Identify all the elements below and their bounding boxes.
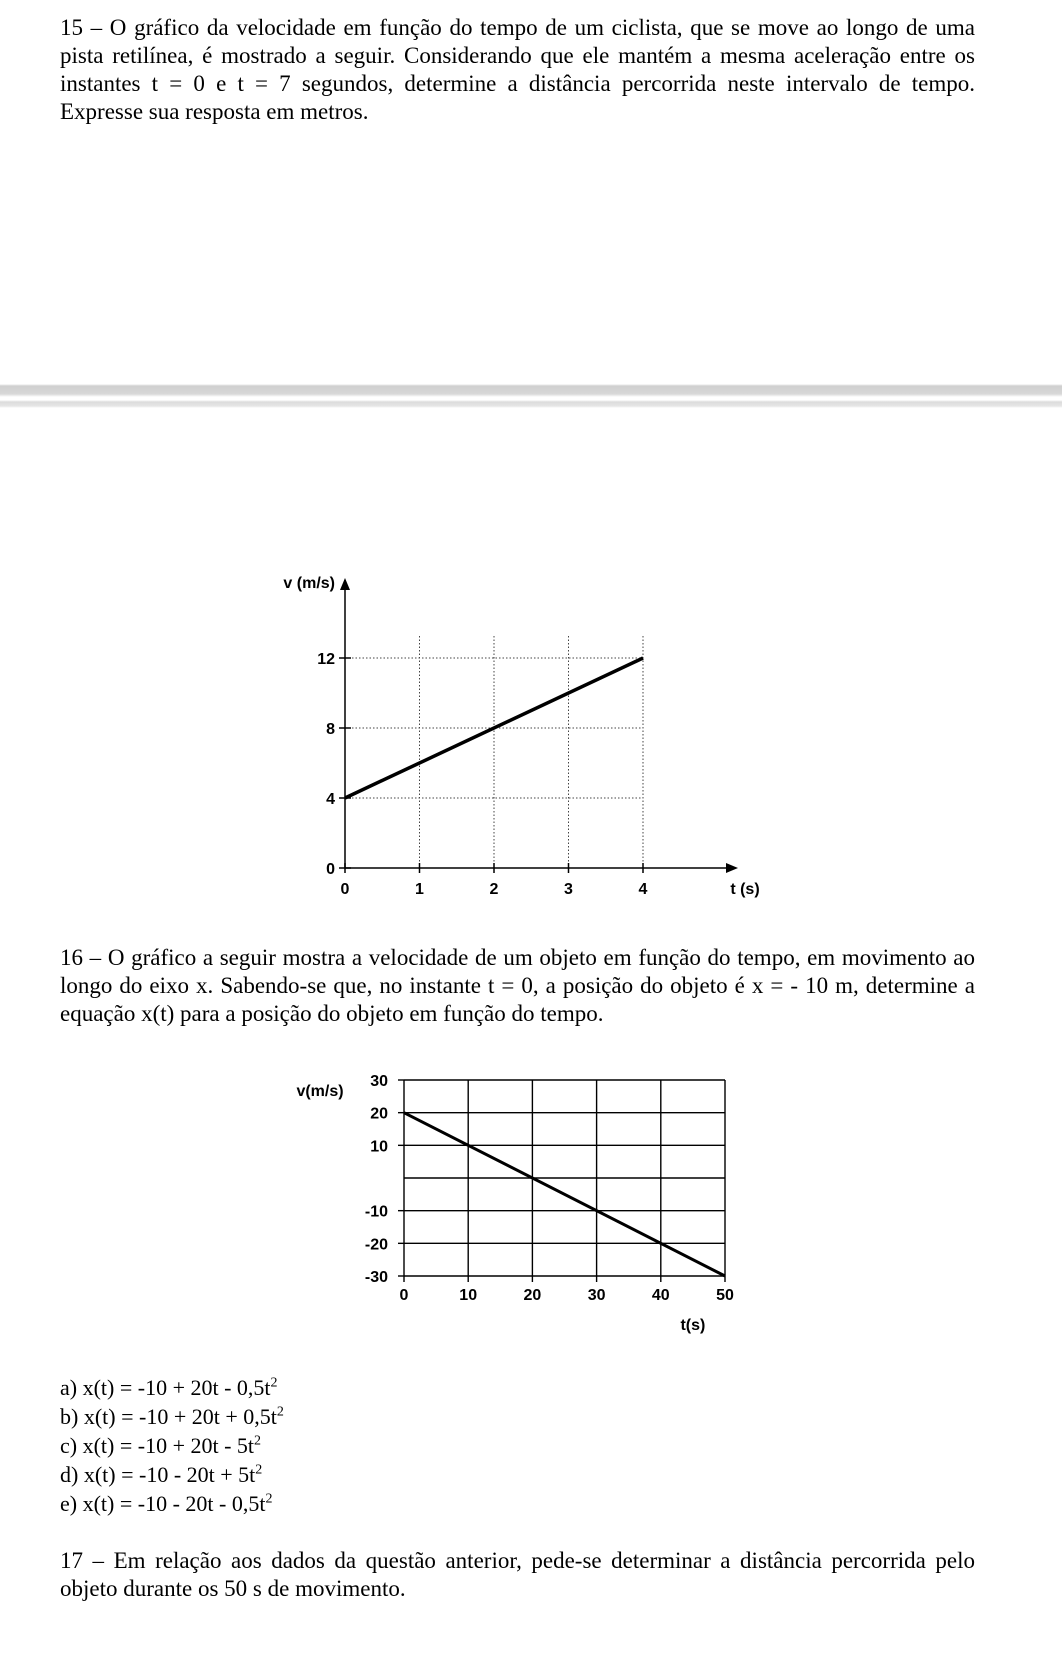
- x-tick-label: 10: [459, 1287, 478, 1304]
- x-tick-label: 0: [399, 1287, 409, 1304]
- y-tick-label: 30: [370, 1073, 388, 1090]
- y-axis-arrow: [340, 578, 350, 590]
- y-tick-label: 8: [326, 721, 335, 738]
- scan-divider: [0, 384, 1062, 408]
- velocity-chart-object: [0, 1060, 1062, 1360]
- y-tick-label: 20: [370, 1105, 388, 1123]
- question-17-text: 17 – Em relação aos dados da questão anterior, pede-se determinar a distância percorrida pelo objeto durante os 50 s de movimento.: [60, 1548, 975, 1601]
- option-e[interactable]: e) $x(t) = -10 - 20t - 0,5t^2$: [60, 1491, 273, 1516]
- x-tick-label: 0: [340, 881, 350, 898]
- option-a[interactable]: a) $x(t) = -10 + 20t - 0,5t^2$: [60, 1375, 278, 1400]
- x-tick-label: 20: [523, 1287, 542, 1304]
- velocity-chart-cyclist: [0, 560, 1062, 920]
- velocity-line: [404, 1113, 725, 1276]
- question-15-text: 15 – O gráfico da velocidade em função do tempo de um ciclista, que se move ao longo de uma pista retilínea, é mostrado a seguir. Considerando que ele mantém a mesma aceleração entre os instantes t = 0 e t = 7 segundos, determine a distância percorrida neste intervalo de tempo. Expresse sua resposta em metros.: [60, 15, 975, 124]
- y-tick-label: 0: [326, 861, 335, 878]
- y-tick-label: 10: [370, 1138, 388, 1156]
- option-c[interactable]: c) $x(t) = -10 + 20t - 5t^2$: [60, 1433, 262, 1458]
- x-tick-label: 40: [651, 1287, 670, 1304]
- y-tick-label: -30: [364, 1269, 388, 1286]
- y-tick-label: -20: [364, 1236, 388, 1254]
- x-axis-label: t(s): [680, 1317, 706, 1334]
- x-axis-label: t (s): [730, 881, 760, 898]
- x-tick-label: 2: [489, 881, 499, 898]
- x-tick-label: 50: [716, 1287, 734, 1304]
- x-tick-label: 30: [587, 1287, 606, 1304]
- y-tick-label: 4: [326, 791, 335, 808]
- y-axis-label: v (m/s): [283, 575, 335, 592]
- x-axis-arrow: [726, 863, 738, 873]
- y-tick-label: -10: [364, 1203, 388, 1221]
- option-b[interactable]: b) $x(t) = -10 + 20t + 0,5t^2$: [60, 1404, 284, 1429]
- x-tick-label: 3: [564, 881, 573, 898]
- option-d[interactable]: d) $x(t) = -10 - 20t + 5t^2$: [60, 1462, 263, 1487]
- x-tick-label: 4: [638, 881, 648, 898]
- question-16-text: 16 – O gráfico a seguir mostra a velocidade de um objeto em função do tempo, em movimento ao longo do eixo x. Sabendo-se que, no instante t = 0, a posição do objeto é x = - 10 m, determine a equação x(t) para a posição do objeto em função do tempo.: [60, 945, 975, 1026]
- x-tick-label: 1: [415, 881, 424, 898]
- y-axis-label: v(m/s): [296, 1083, 344, 1100]
- y-tick-label: 12: [317, 651, 335, 668]
- answer-options: [60, 1373, 284, 1518]
